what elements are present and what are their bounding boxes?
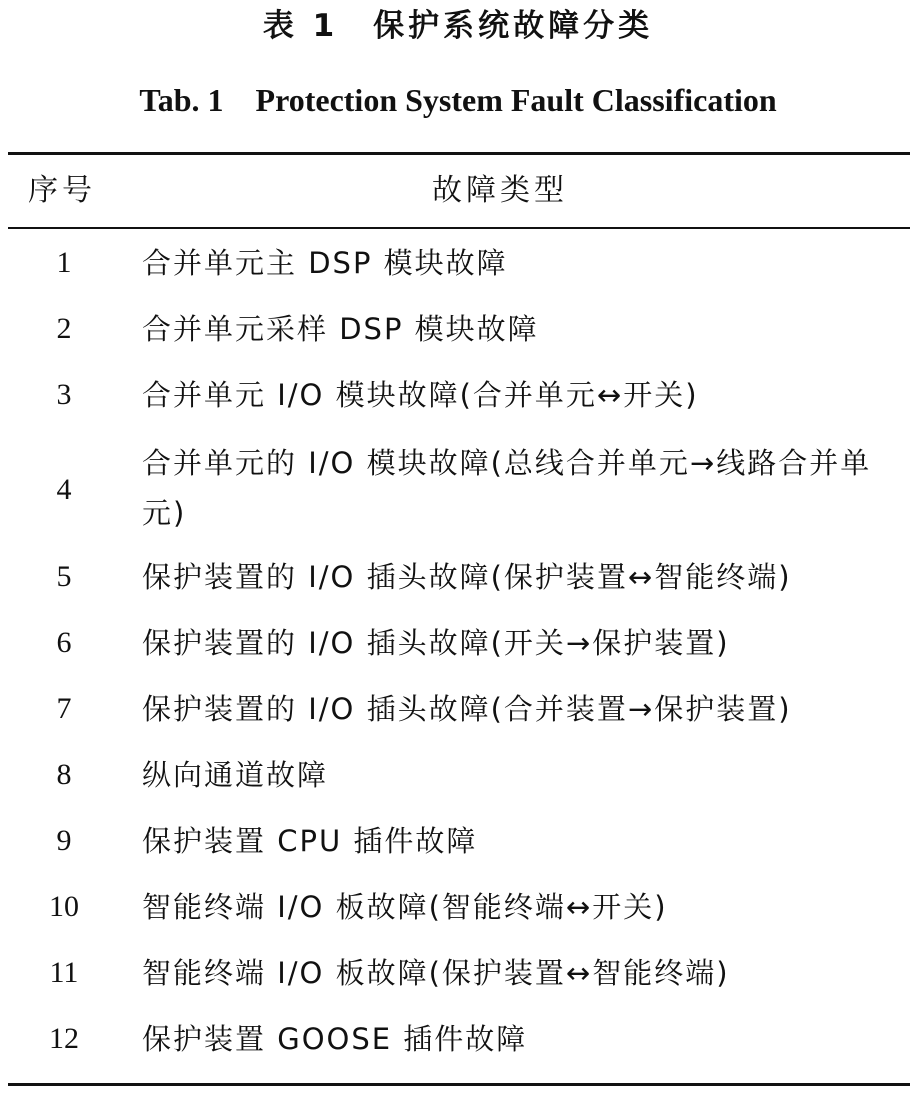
row-fault-type: 智能终端 I/O 板故障(保护装置↔智能终端) — [142, 956, 730, 990]
row-fault-type: 保护装置 CPU 插件故障 — [142, 824, 478, 858]
table-row — [0, 548, 916, 614]
row-fault-type: 合并单元主 DSP 模块故障 — [142, 246, 508, 280]
row-number: 6 — [56, 626, 72, 659]
table-row — [0, 300, 916, 366]
table-row — [0, 680, 916, 746]
row-number: 8 — [56, 758, 72, 791]
row-number: 2 — [56, 312, 72, 345]
table-row — [0, 1010, 916, 1076]
table-top-rule — [8, 152, 910, 155]
row-fault-type: 合并单元 I/O 模块故障(合并单元↔开关) — [142, 378, 699, 412]
table-caption-english: Tab. 1 Protection System Fault Classification — [139, 82, 777, 118]
row-number: 11 — [49, 956, 79, 989]
row-number: 7 — [56, 692, 72, 725]
row-fault-type: 纵向通道故障 — [142, 758, 329, 792]
table-row — [0, 614, 916, 680]
table-row — [0, 812, 916, 878]
table-header-row — [0, 160, 916, 222]
header-fault-type: 故障类型 — [432, 173, 568, 208]
row-fault-type: 保护装置的 I/O 插头故障(开关→保护装置) — [142, 626, 730, 660]
row-number: 12 — [49, 1022, 79, 1055]
row-number: 9 — [56, 824, 72, 857]
table-row — [0, 944, 916, 1010]
row-fault-type: 保护装置的 I/O 插头故障(合并装置→保护装置) — [142, 692, 792, 726]
table-row — [0, 234, 916, 300]
row-fault-type: 合并单元采样 DSP 模块故障 — [142, 312, 539, 346]
table-row — [0, 366, 916, 432]
row-fault-type: 保护装置 GOOSE 插件故障 — [142, 1022, 528, 1056]
row-number: 5 — [56, 560, 72, 593]
table-row — [0, 432, 916, 548]
table-header-rule — [8, 227, 910, 229]
table-body — [0, 234, 916, 1076]
row-fault-type: 智能终端 I/O 板故障(智能终端↔开关) — [142, 890, 668, 924]
row-fault-type: 保护装置的 I/O 插头故障(保护装置↔智能终端) — [142, 560, 792, 594]
row-fault-type: 合并单元的 I/O 模块故障(总线合并单元→线路合并单元) — [142, 446, 872, 530]
row-number: 1 — [56, 246, 72, 279]
table-bottom-rule — [8, 1083, 910, 1086]
table-row — [0, 878, 916, 944]
table-row — [0, 746, 916, 812]
row-number: 4 — [56, 473, 72, 506]
row-number: 3 — [56, 378, 72, 411]
header-serial-number: 序号 — [28, 173, 96, 208]
row-number: 10 — [49, 890, 79, 923]
table-caption-chinese: 表 1 保护系统故障分类 — [262, 8, 654, 44]
